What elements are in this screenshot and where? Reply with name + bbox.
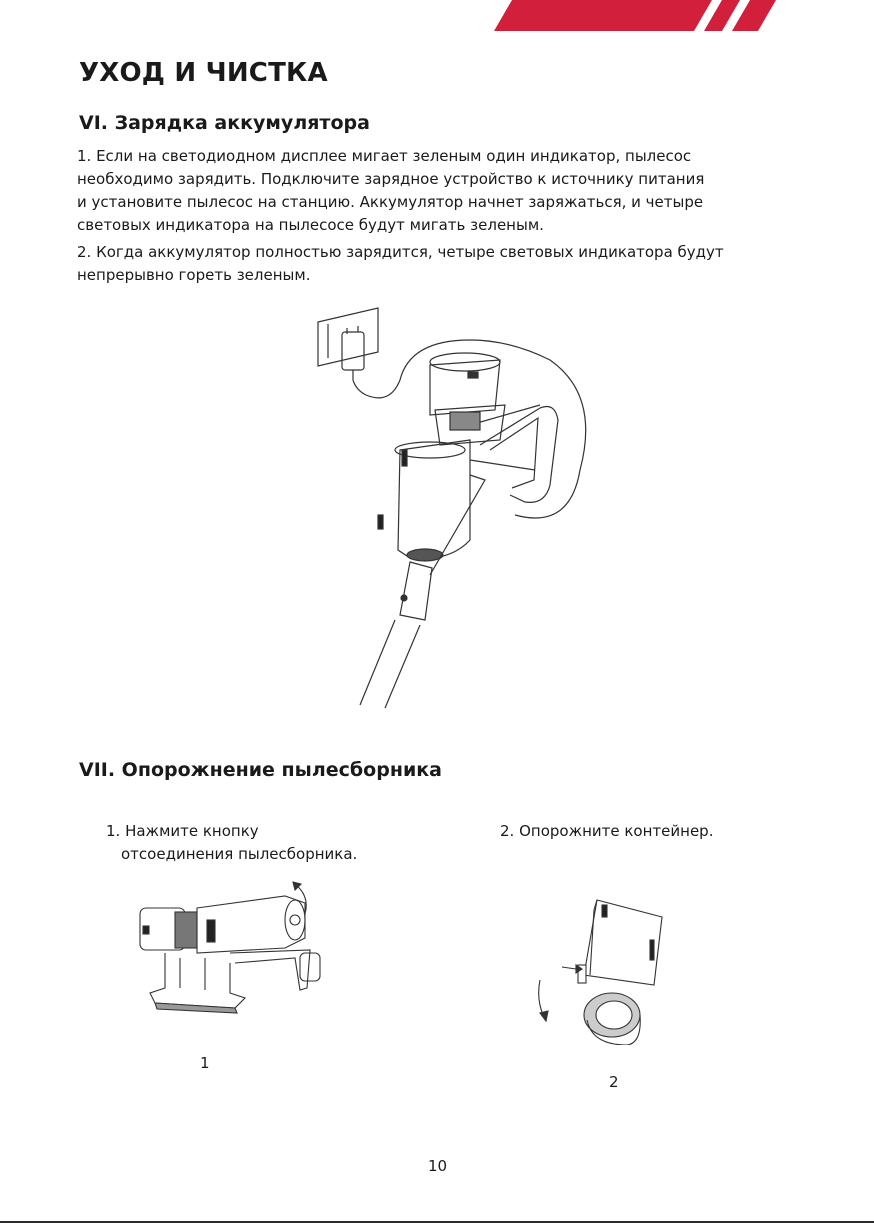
- step1-line: отсоединения пылесборника.: [121, 845, 358, 863]
- header-stripes-decoration: [0, 0, 874, 32]
- figure-1-detach-bin: [135, 878, 335, 1018]
- figure-1-label: 1: [200, 1054, 210, 1072]
- figure-2-empty-container: [532, 895, 672, 1045]
- section-6-paragraph-1: [77, 145, 704, 237]
- step-1-caption: [106, 820, 357, 866]
- para1-line: необходимо зарядить. Подключите зарядное устройство к источнику питания: [77, 170, 705, 188]
- para2-line: 2. Когда аккумулятор полностью зарядится, четыре световых индикатора будут: [77, 243, 724, 261]
- para1-line: и установите пылесос на станцию. Аккумулятор начнет заряжаться, и четыре: [77, 193, 704, 211]
- para1-line: световых индикатора на пылесосе будут мигать зеленым.: [77, 216, 544, 234]
- figure-2-label: 2: [609, 1073, 619, 1091]
- para2-line: непрерывно гореть зеленым.: [77, 266, 311, 284]
- step-2-caption: 2. Опорожните контейнер.: [500, 822, 714, 840]
- section-6-paragraph-2: [77, 241, 724, 287]
- section-7-title: VII. Опорожнение пылесборника: [79, 759, 442, 781]
- page-heading: УХОД И ЧИСТКА: [79, 58, 328, 88]
- page-number: 10: [428, 1157, 448, 1175]
- bottom-rule: [0, 1221, 874, 1223]
- para1-line: 1. Если на светодиодном дисплее мигает зеленым один индикатор, пылесос: [77, 147, 692, 165]
- step1-line: 1. Нажмите кнопку: [106, 822, 259, 840]
- section-6-title: VI. Зарядка аккумулятора: [79, 112, 370, 134]
- charging-illustration: [300, 300, 590, 710]
